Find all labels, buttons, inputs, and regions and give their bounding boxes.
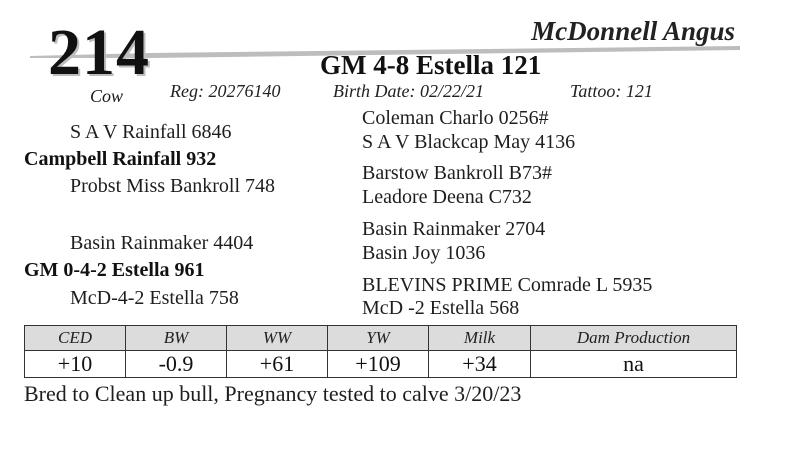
tattoo: Tattoo: 121 <box>570 81 653 101</box>
dam-dam-sire: BLEVINS PRIME Comrade L 5935 <box>362 274 653 296</box>
epd-header-dam-production: Dam Production <box>531 326 737 351</box>
registration-number: Reg: 20276140 <box>170 81 281 101</box>
sire-sire: S A V Rainfall 6846 <box>70 121 232 143</box>
epd-value-dam-production: na <box>531 351 737 378</box>
sire-sire-dam: S A V Blackcap May 4136 <box>362 131 576 153</box>
dam: GM 0-4-2 Estella 961 <box>24 259 205 281</box>
dam-sire-dam: Basin Joy 1036 <box>362 242 486 264</box>
epd-value-row <box>25 351 737 378</box>
epd-header-row <box>25 326 737 351</box>
dam-sire-sire: Basin Rainmaker 2704 <box>362 218 546 240</box>
epd-value-milk: +34 <box>429 351 531 378</box>
sire-dam: Probst Miss Bankroll 748 <box>70 175 276 197</box>
dam-sire: Basin Rainmaker 4404 <box>70 232 254 254</box>
animal-sex: Cow <box>90 86 124 106</box>
epd-value-bw: -0.9 <box>126 351 227 378</box>
epd-header-ced: CED <box>25 326 126 351</box>
epd-header-milk: Milk <box>429 326 531 351</box>
sire-dam-dam: Leadore Deena C732 <box>362 186 532 208</box>
sire: Campbell Rainfall 932 <box>24 148 217 170</box>
breeder-name: McDonnell Angus <box>531 16 735 46</box>
dam-dam-dam: McD -2 Estella 568 <box>362 297 520 319</box>
footnote: Bred to Clean up bull, Pregnancy tested to calve 3/20/23 <box>24 381 522 406</box>
dam-dam: McD-4-2 Estella 758 <box>70 287 239 309</box>
epd-header-yw: YW <box>328 326 429 351</box>
sire-sire-sire: Coleman Charlo 0256# <box>362 107 549 129</box>
epd-header-ww: WW <box>227 326 328 351</box>
epd-value-ww: +61 <box>227 351 328 378</box>
sire-dam-sire: Barstow Bankroll B73# <box>362 162 552 184</box>
epd-value-ced: +10 <box>25 351 126 378</box>
epd-value-yw: +109 <box>328 351 429 378</box>
epd-table <box>24 325 737 378</box>
animal-name: GM 4-8 Estella 121 <box>320 50 542 80</box>
lot-number: 214 <box>48 16 150 89</box>
birth-date: Birth Date: 02/22/21 <box>333 81 484 101</box>
epd-header-bw: BW <box>126 326 227 351</box>
